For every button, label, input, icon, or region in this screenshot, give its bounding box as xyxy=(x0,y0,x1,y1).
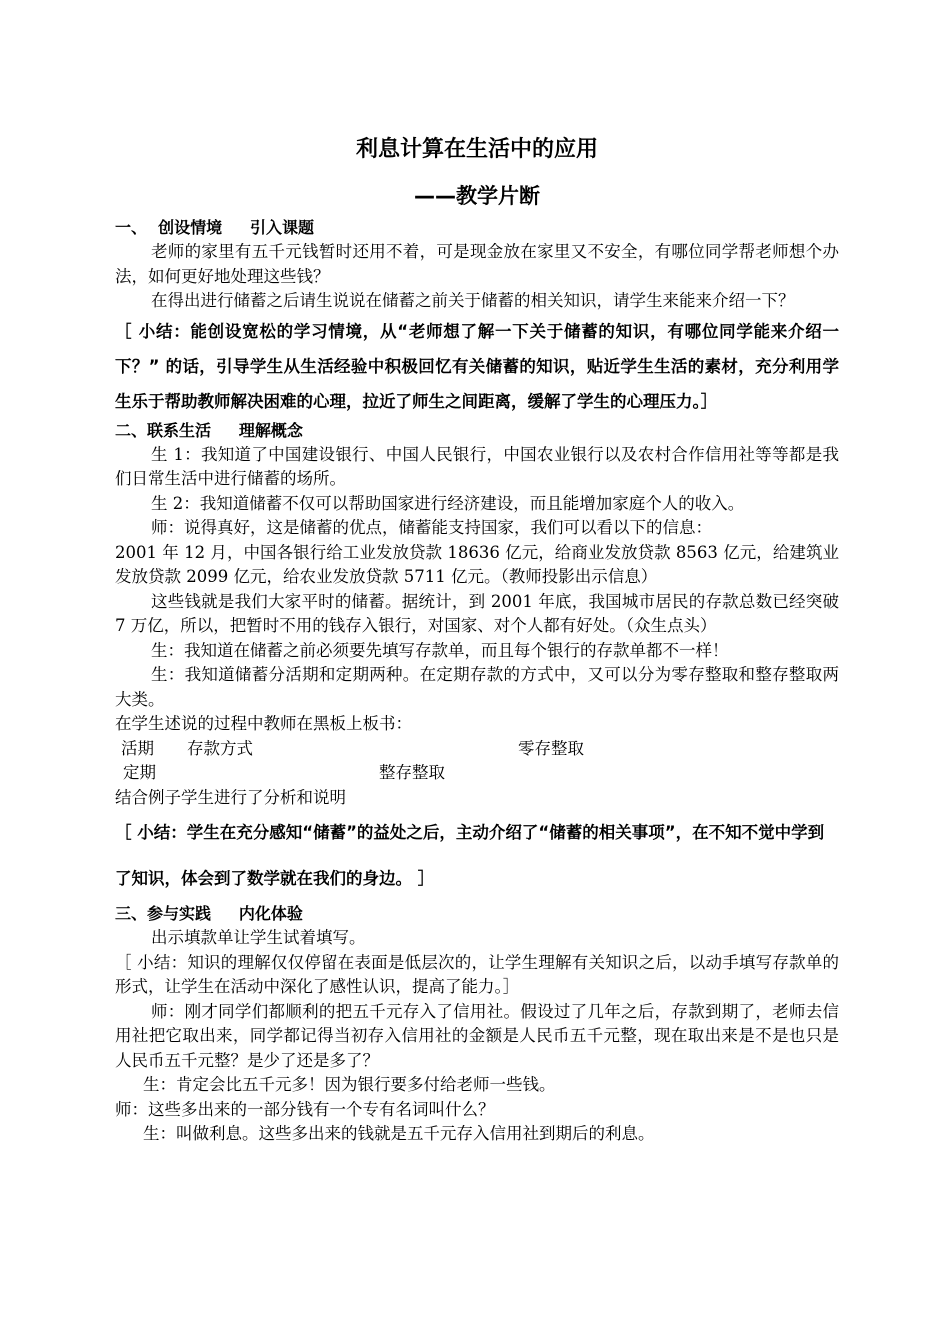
summary-note-2: ［ 小结：学生在充分感知“储蓄”的益处之后，主动介绍了“储蓄的相关事项”，在不知不觉中学到了知识，体会到了数学就在我们的身边。 ］ xyxy=(115,823,825,888)
page-title: 利息计算在生活中的应用 xyxy=(355,137,598,162)
paragraph: 生：肯定会比五千元多！因为银行要多付给老师一些钱。 xyxy=(143,1075,556,1094)
paragraph: 出示填款单让学生试着填写。 xyxy=(151,928,366,947)
paragraph: 2001 年 12 月，中国各银行给工业发放贷款 18636 亿元，给商业发放贷款 8563 亿元，给建筑业发放贷款 2099 亿元，给农业发放贷款 5711 亿元。（教师投影出示信息） xyxy=(115,542,839,586)
board-lingcun: 零存整取 xyxy=(518,738,584,758)
paragraph: 师：刚才同学们都顺利的把五千元存入了信用社。假设过了几年之后，存款到期了，老师去信用社把它取出来，同学都记得当初存入信用社的金额是人民币五千元整，现在取出来是不是也只是人民币五千元整？是少了还是多了？ xyxy=(115,1001,839,1070)
paragraph: 结合例子学生进行了分析和说明 xyxy=(115,787,346,807)
summary-note-3: ［ 小结：知识的理解仅仅停留在表面是低层次的，让学生理解有关知识之后，以动手填写存款单的形式，让学生在活动中深化了感性认识，提高了能力。］ xyxy=(115,952,839,996)
page-subtitle: ——教学片断 xyxy=(414,184,540,208)
paragraph: 生：我知道在储蓄之前必须要先填写存款单，而且每个银行的存款单都不一样！ xyxy=(151,640,729,660)
paragraph: 在学生述说的过程中教师在黑板上板书： xyxy=(115,714,412,733)
section-heading-1: 一、 创设情境 引入课题 xyxy=(115,218,314,237)
paragraph: 生：叫做利息。这些多出来的钱就是五千元存入信用社到期后的利息。 xyxy=(143,1124,655,1143)
paragraph: 生：我知道储蓄分活期和定期两种。在定期存款的方式中，又可以分为零存整取和整存整取两大类。 xyxy=(115,665,839,709)
board-fangshi: 存款方式 xyxy=(187,738,253,758)
paragraph: 生 1：我知道了中国建设银行、中国人民银行，中国农业银行以及农村合作信用社等等都是我们日常生活中进行储蓄的场所。 xyxy=(115,444,839,488)
board-zhengcun: 整存整取 xyxy=(379,763,445,782)
board-huoqi: 活期 xyxy=(121,738,154,758)
section-heading-2: 二、联系生活 理解概念 xyxy=(115,420,303,440)
summary-note-1: ［ 小结：能创设宽松的学习情境，从“老师想了解一下关于储蓄的知识，有哪位同学能来介绍一下？” 的话，引导学生从生活经验中积极回忆有关储蓄的知识，贴近学生生活的素材，充分利用学生乐于帮助教师解决困难的心理，拉近了师生之间距离，缓解了学生的心理压力。］ xyxy=(115,321,839,411)
paragraph: 生 2：我知道储蓄不仅可以帮助国家进行经济建设，而且能增加家庭个人的收入。 xyxy=(151,493,745,513)
paragraph: 在得出进行储蓄之后请生说说在储蓄之前关于储蓄的相关知识，请学生来能来介绍一下？ xyxy=(151,291,795,310)
board-dingqi: 定期 xyxy=(123,763,156,782)
document-body xyxy=(115,130,839,1147)
paragraph: 师：这些多出来的一部分钱有一个专有名词叫什么？ xyxy=(115,1099,495,1119)
section-heading-3: 三、参与实践 内化体验 xyxy=(115,904,303,923)
blackboard-notes xyxy=(115,737,839,786)
paragraph: 这些钱就是我们大家平时的储蓄。据统计，到 2001 年底，我国城市居民的存款总数已经突破 7 万亿，所以，把暂时不用的钱存入银行，对国家、对个人都有好处。（众生点头） xyxy=(115,591,839,635)
paragraph: 老师的家里有五千元钱暂时还用不着，可是现金放在家里又不安全，有哪位同学帮老师想个办法，如何更好地处理这些钱？ xyxy=(115,242,839,286)
paragraph: 师：说得真好，这是储蓄的优点，储蓄能支持国家，我们可以看以下的信息： xyxy=(151,518,712,537)
